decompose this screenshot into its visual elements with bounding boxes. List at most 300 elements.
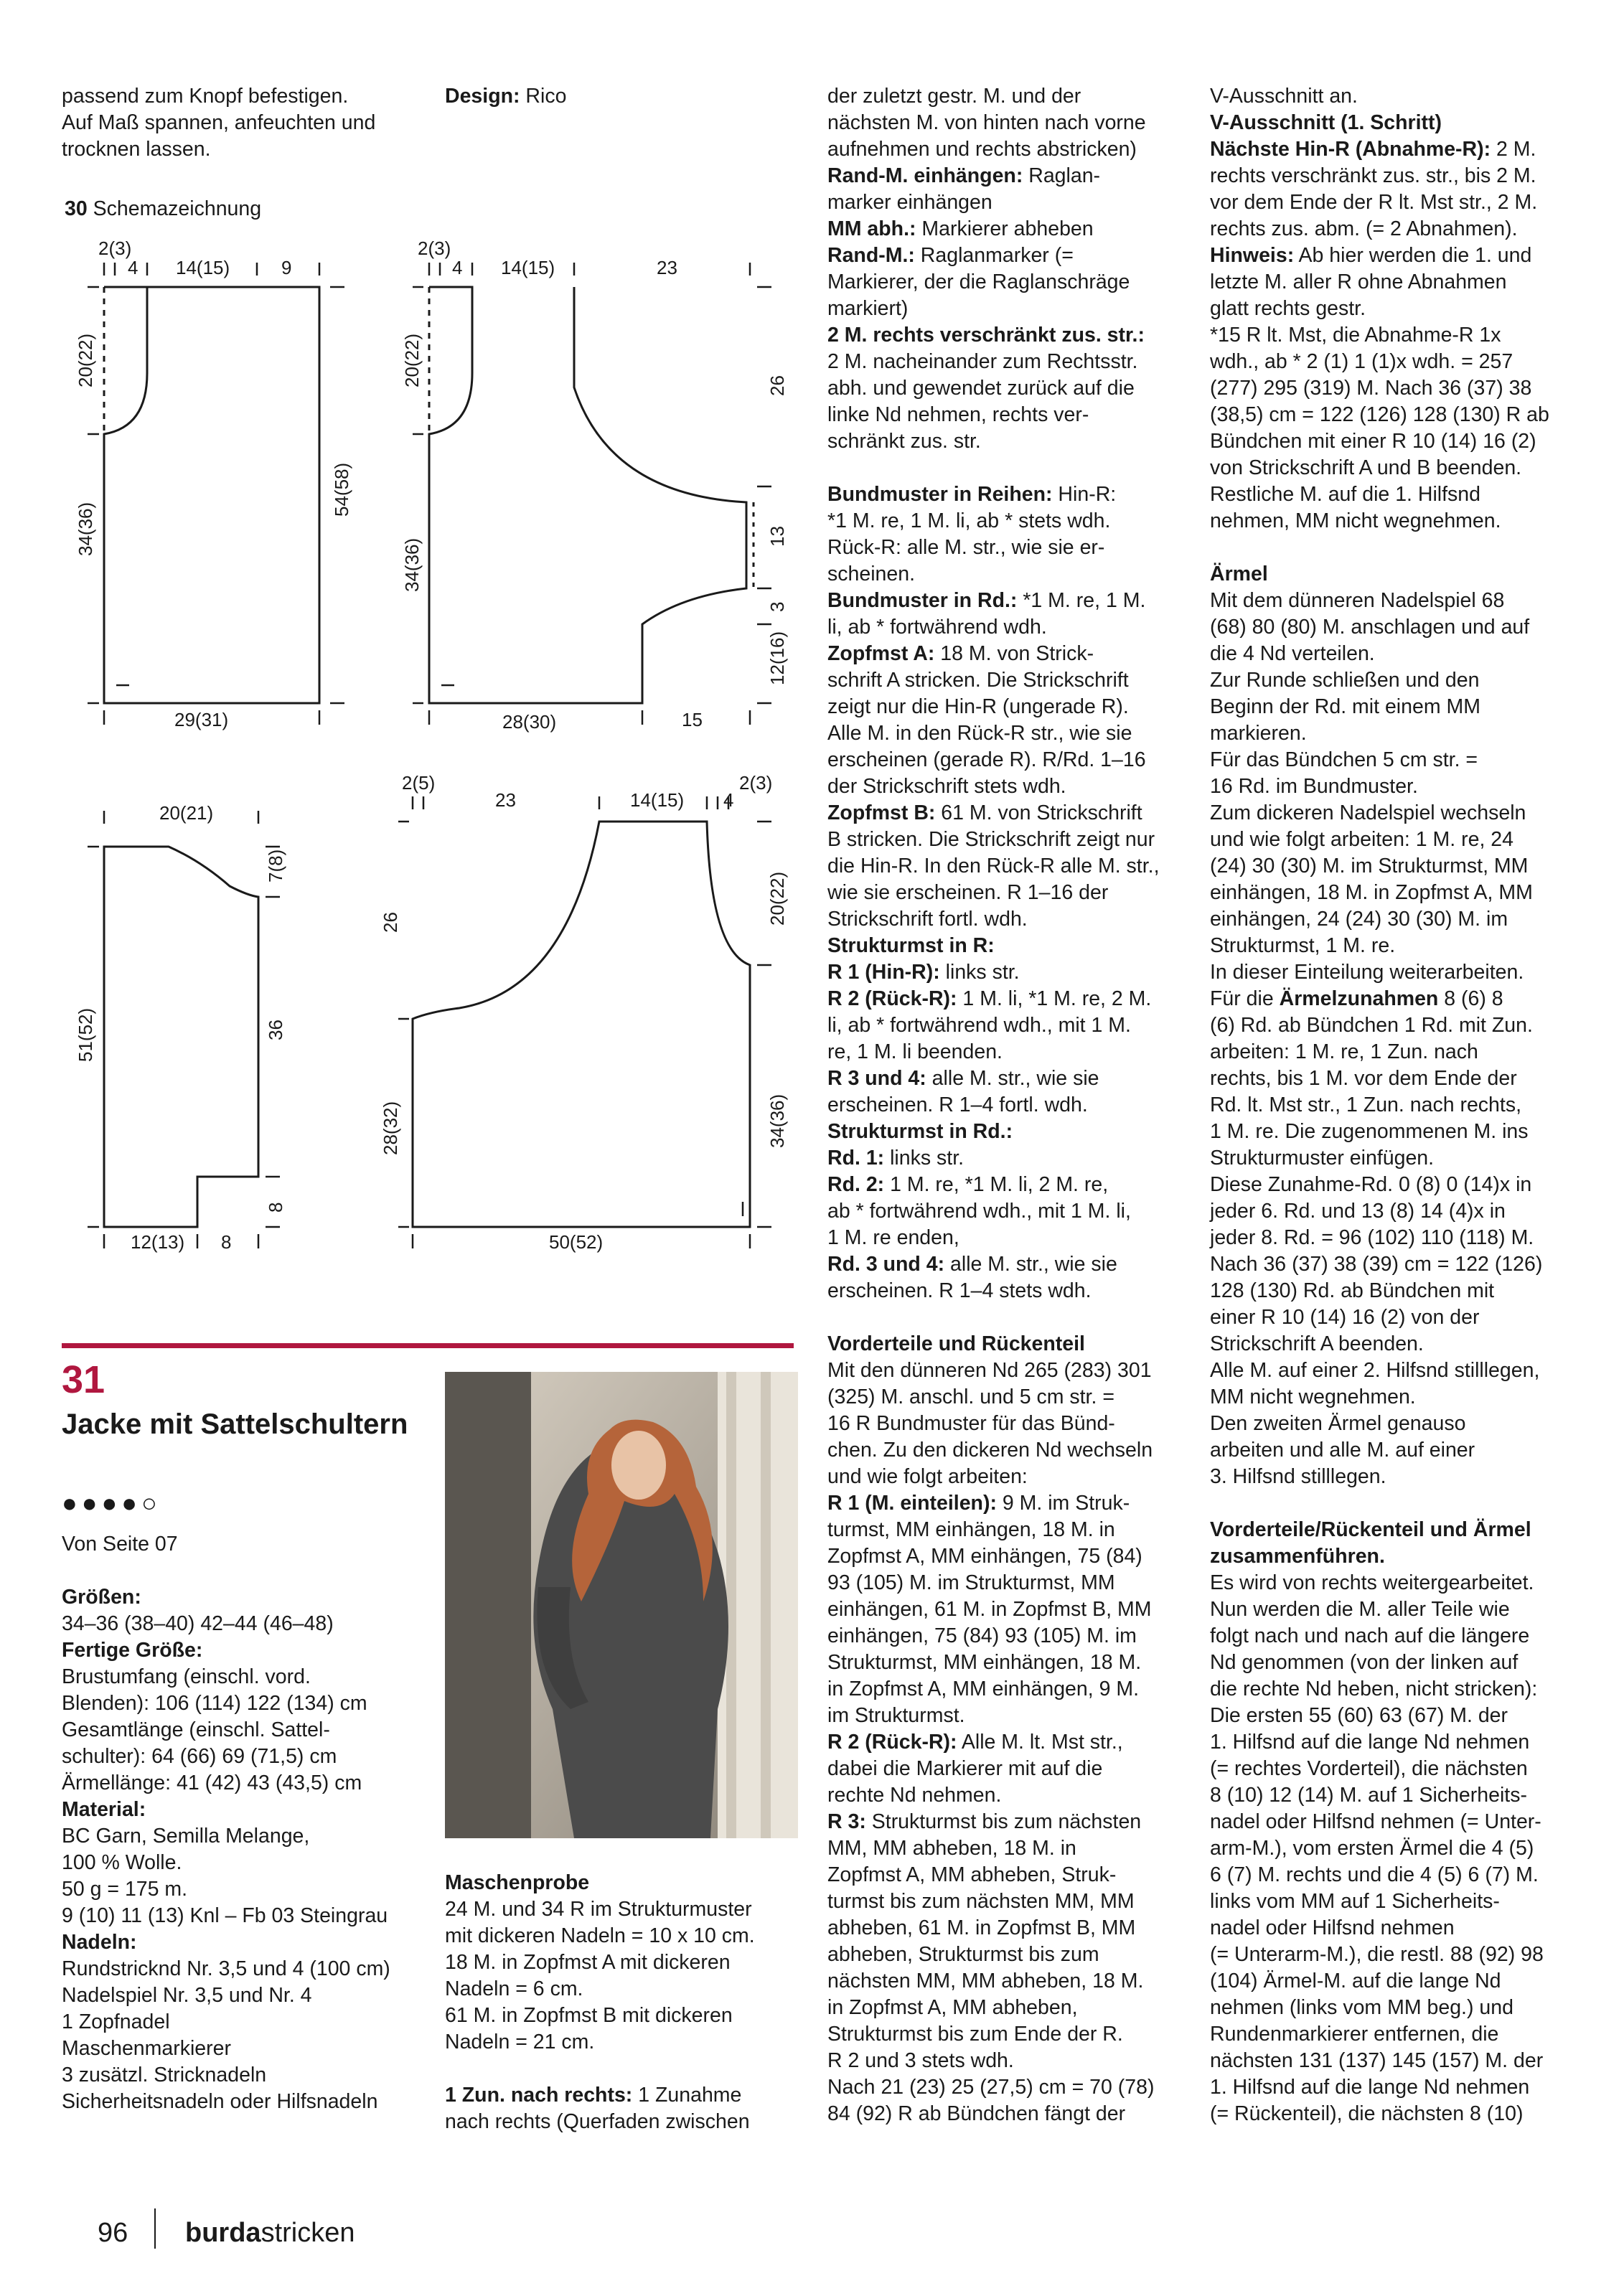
text-run: nach rechts (Querfaden zwischen <box>445 2110 750 2133</box>
text-line <box>1210 1065 1597 1092</box>
text-line <box>1210 906 1597 933</box>
text-run: einhängen, 24 (24) 30 (30) M. im <box>1210 908 1508 931</box>
text-run: Raglanmarker (= <box>914 244 1074 267</box>
text-line <box>827 1145 1201 1172</box>
text-run: jeder 8. Rd. = 96 (102) 110 (118) M. <box>1210 1226 1534 1249</box>
bold-run: zusammenführen. <box>1210 1545 1385 1568</box>
text-run: folgt nach und nach auf die längere <box>1210 1624 1530 1647</box>
text-line <box>827 1888 1201 1915</box>
text-line <box>445 2056 797 2082</box>
text-run: links vom MM auf 1 Sicherheits- <box>1210 1890 1500 1913</box>
text-line <box>1210 1039 1597 1065</box>
d4-label: 50(52) <box>549 1231 604 1253</box>
text-run: in Zopfmst A, MM einhängen, 9 M. <box>827 1678 1140 1700</box>
d3-label: 8 <box>265 1202 286 1213</box>
text-line <box>1210 1835 1597 1862</box>
text-line <box>1210 2021 1597 2048</box>
text-line <box>62 1558 435 1584</box>
text-run: 1 M. re, *1 M. li, 2 M. re, <box>884 1173 1109 1196</box>
item-title: Jacke mit Sattelschultern <box>62 1408 408 1440</box>
text-run: Zum dickeren Nadelspiel wechseln <box>1210 801 1526 824</box>
d2-label: 15 <box>682 709 703 730</box>
text-run: rechte Nd nehmen. <box>827 1784 1002 1807</box>
text-line <box>1210 1888 1597 1915</box>
text-run: Diese Zunahme-Rd. 0 (8) 0 (14)x in <box>1210 1173 1532 1196</box>
bold-run: Vorderteile und Rückenteil <box>827 1332 1085 1355</box>
text-line <box>1210 1411 1597 1437</box>
text-line <box>827 853 1201 880</box>
text-line <box>62 2036 435 2062</box>
text-run: BC Garn, Semilla Melange, <box>62 1825 310 1848</box>
d4-label: 34(36) <box>766 1093 788 1148</box>
text-line <box>1210 1331 1597 1358</box>
text-run: arbeiten und alle M. auf einer <box>1210 1439 1475 1462</box>
text-run: Nadeln = 6 cm. <box>445 1977 583 2000</box>
d1-outline <box>104 287 319 703</box>
text-run: (68) 80 (80) M. anschlagen und auf <box>1210 616 1530 639</box>
text-line <box>1210 1145 1597 1172</box>
text-run: alle M. str., wie sie <box>926 1067 1099 1090</box>
text-run: Alle M. in den Rück-R str., wie sie <box>827 722 1132 745</box>
text-run: arm-M.), vom ersten Ärmel die 4 (5) <box>1210 1837 1534 1860</box>
d1-label: 29(31) <box>174 709 229 730</box>
d3-label: 20(21) <box>159 802 214 824</box>
text-run: Sicherheitsnadeln oder Hilfsnadeln <box>62 2090 378 2113</box>
d2-label: 28(30) <box>502 711 557 733</box>
text-line <box>827 1543 1201 1570</box>
text-run: 16 R Bundmuster für das Bünd- <box>827 1412 1115 1435</box>
d4-outline <box>413 822 750 1227</box>
text-run: li, ab * fortwährend wdh. <box>827 616 1047 639</box>
text-run: (= rechtes Vorderteil), die nächsten <box>1210 1757 1528 1780</box>
text-line <box>1210 1729 1597 1756</box>
text-line <box>1210 2048 1597 2074</box>
text-line <box>827 800 1201 827</box>
text-run: In dieser Einteilung weiterarbeiten. <box>1210 961 1524 984</box>
schema-number: 30 <box>65 197 88 220</box>
text-line <box>827 906 1201 933</box>
text-line <box>1210 667 1597 694</box>
design-value: Rico <box>520 85 567 108</box>
text-run: Den zweiten Ärmel genauso <box>1210 1412 1466 1435</box>
text-run: *1 M. re, 1 M. li, ab * stets wdh. <box>827 509 1111 532</box>
text-line <box>1210 1490 1597 1517</box>
text-run: (277) 295 (319) M. Nach 36 (37) 38 <box>1210 377 1532 400</box>
text-line <box>827 1065 1201 1092</box>
text-run: (= Rückenteil), die nächsten 8 (10) <box>1210 2102 1524 2125</box>
text-run: 1 M. li, *1 M. re, 2 M. <box>957 987 1152 1010</box>
text-run: nächsten M. von hinten nach vorne <box>827 111 1146 134</box>
d2-label: 23 <box>657 257 677 278</box>
text-run: 50 g = 175 m. <box>62 1878 188 1901</box>
text-line <box>62 1876 435 1903</box>
text-line <box>62 1929 435 1956</box>
d2-label: 26 <box>766 375 788 396</box>
text-line <box>827 1623 1201 1650</box>
text-run: ab * fortwährend wdh., mit 1 M. li, <box>827 1200 1131 1223</box>
text-run: glatt rechts gestr. <box>1210 297 1366 320</box>
text-run: markiert) <box>827 297 909 320</box>
text-run: re, 1 M. li beenden. <box>827 1040 1003 1063</box>
text-line <box>62 1770 435 1797</box>
text-line <box>1210 1198 1597 1225</box>
text-line <box>1210 1650 1597 1676</box>
d2-label: 14(15) <box>501 257 555 278</box>
d4-label: 26 <box>380 912 401 933</box>
text-line <box>1210 402 1597 428</box>
text-line <box>1210 1437 1597 1464</box>
bold-run: R 3: <box>827 1810 866 1833</box>
d3-label: 7(8) <box>265 849 286 883</box>
text-line <box>62 1903 435 1929</box>
text-run: links str. <box>884 1147 964 1170</box>
text-line <box>827 1251 1201 1278</box>
text-line <box>827 535 1201 561</box>
text-run: (6) Rd. ab Bündchen 1 Rd. mit Zun. <box>1210 1014 1533 1037</box>
text-line <box>445 1896 797 1923</box>
text-run: rechts verschränkt zus. str., bis 2 M. <box>1210 164 1536 187</box>
text-run: erscheinen. R 1–4 stets wdh. <box>827 1279 1092 1302</box>
text-run: 61 M. von Strickschrift <box>935 801 1142 824</box>
text-run: 1 Zopfnadel <box>62 2010 170 2033</box>
bold-run: Rd. 1: <box>827 1147 885 1170</box>
text-run: (24) 30 (30) M. im Strukturmst, MM <box>1210 855 1529 878</box>
text-line <box>1210 1596 1597 1623</box>
text-run: Nach 21 (23) 25 (27,5) cm = 70 (78) <box>827 2076 1155 2099</box>
text-line <box>827 455 1201 481</box>
d2-label: 3 <box>766 601 788 612</box>
d2-label: 13 <box>766 526 788 547</box>
text-run: die rechte Nd heben, nicht stricken): <box>1210 1678 1538 1700</box>
text-line <box>1210 136 1597 163</box>
text-run: Ärmellänge: 41 (42) 43 (43,5) cm <box>62 1772 362 1794</box>
text-run: rechts, bis 1 M. vor dem Ende der <box>1210 1067 1517 1090</box>
brand-bold: burda <box>185 2218 261 2248</box>
schematic-drawing <box>0 0 797 1306</box>
text-line <box>827 561 1201 588</box>
text-run: (= Unterarm-M.), die restl. 88 (92) 98 <box>1210 1943 1544 1966</box>
text-run: 1 Zunahme <box>632 2084 742 2107</box>
text-run: Zopfmst A, MM einhängen, 75 (84) <box>827 1545 1142 1568</box>
bold-run: Vorderteile/Rückenteil und Ärmel <box>1210 1518 1531 1541</box>
text-line <box>1210 163 1597 189</box>
text-line <box>827 163 1201 189</box>
text-run: jeder 6. Rd. und 13 (8) 14 (4)x in <box>1210 1200 1506 1223</box>
text-line <box>62 1690 435 1717</box>
text-line <box>827 1278 1201 1304</box>
brand-rest: stricken <box>261 2218 355 2248</box>
text-line <box>827 614 1201 641</box>
text-line <box>827 402 1201 428</box>
text-line <box>445 2109 797 2135</box>
d2-label: 2(3) <box>418 237 451 259</box>
text-line <box>1210 508 1597 535</box>
bold-run: 1 Zun. nach rechts: <box>445 2084 633 2107</box>
text-line <box>445 1976 797 2003</box>
text-run: Alle M. auf einer 2. Hilfsnd stilllegen, <box>1210 1359 1540 1382</box>
text-run: turmst, MM einhängen, 18 M. in <box>827 1518 1115 1541</box>
text-run: der Strickschrift stets wdh. <box>827 775 1066 798</box>
text-run: 2 M. <box>1491 138 1536 161</box>
text-run: Raglan- <box>1023 164 1101 187</box>
text-line <box>1210 1517 1597 1543</box>
text-line <box>827 1915 1201 1942</box>
text-run: 1. Hilfsnd auf die lange Nd nehmen <box>1210 2076 1530 2099</box>
text-line <box>1210 1623 1597 1650</box>
text-line <box>445 2029 797 2056</box>
text-run: links str. <box>939 961 1020 984</box>
text-line <box>827 747 1201 773</box>
d4-label: 28(32) <box>380 1101 401 1155</box>
text-run: Nadelspiel Nr. 3,5 und Nr. 4 <box>62 1984 312 2007</box>
text-line <box>827 1331 1201 1358</box>
text-line <box>827 773 1201 800</box>
text-line <box>827 428 1201 455</box>
text-line <box>827 1358 1201 1384</box>
text-line <box>827 1225 1201 1251</box>
text-line <box>827 1092 1201 1119</box>
text-line <box>445 1870 797 1896</box>
text-run: Beginn der Rd. mit einem MM <box>1210 695 1480 718</box>
text-line <box>1210 2101 1597 2127</box>
col3-instructions <box>827 83 1201 2127</box>
text-run: nächsten MM, MM abheben, 18 M. <box>827 1970 1144 1992</box>
text-run: Von Seite 07 <box>62 1533 178 1556</box>
text-run: V-Ausschnitt an. <box>1210 85 1358 108</box>
text-line <box>1210 535 1597 561</box>
text-line <box>827 1411 1201 1437</box>
text-line <box>827 1490 1201 1517</box>
bold-run: MM abh.: <box>827 217 916 240</box>
bold-run: Rd. 2: <box>827 1173 885 1196</box>
bold-run: Strukturmst in Rd.: <box>827 1120 1013 1143</box>
text-run: Nach 36 (37) 38 (39) cm = 122 (126) <box>1210 1253 1543 1276</box>
text-line <box>1210 83 1597 110</box>
text-line <box>827 110 1201 136</box>
schema-text: Schemazeichnung <box>87 197 262 220</box>
d2-label: 34(36) <box>401 537 423 592</box>
text-run: abheben, Strukturmst bis zum <box>827 1943 1099 1966</box>
text-run: Mit dem dünneren Nadelspiel 68 <box>1210 589 1505 612</box>
text-line <box>827 2021 1201 2048</box>
text-line <box>827 1596 1201 1623</box>
text-run: Ab hier werden die 1. und <box>1294 244 1532 267</box>
bold-run: Bundmuster in Reihen: <box>827 483 1053 506</box>
text-run: 84 (92) R ab Bündchen fängt der <box>827 2102 1126 2125</box>
text-run: MM nicht wegnehmen. <box>1210 1385 1416 1408</box>
text-line <box>827 1650 1201 1676</box>
difficulty-rating: ●●●●○ <box>62 1488 161 1518</box>
text-line <box>1210 1995 1597 2021</box>
text-run: Strukturmst bis zum nächsten <box>865 1810 1142 1833</box>
text-line <box>827 1517 1201 1543</box>
text-run: 18 M. in Zopfmst A mit dickeren <box>445 1951 731 1974</box>
text-run: li, ab * fortwährend wdh., mit 1 M. <box>827 1014 1131 1037</box>
text-run: 61 M. in Zopfmst B mit dickeren <box>445 2004 733 2027</box>
d1-label: 54(58) <box>331 462 352 517</box>
bold-run: Fertige Größe: <box>62 1639 203 1662</box>
text-run: Für das Bündchen 5 cm str. = <box>1210 748 1478 771</box>
text-run: scheinen. <box>827 563 916 585</box>
text-line <box>1210 561 1597 588</box>
text-line <box>827 1729 1201 1756</box>
text-run: Markierer abheben <box>916 217 1094 240</box>
text-line <box>827 720 1201 747</box>
text-run: Alle M. lt. Mst str., <box>957 1731 1123 1754</box>
d4-label: 4 <box>723 789 734 811</box>
d3-outline <box>104 847 258 1227</box>
bold-run: R 1 (M. einteilen): <box>827 1492 997 1515</box>
bold-run: R 3 und 4: <box>827 1067 926 1090</box>
text-line <box>445 1949 797 1976</box>
text-line <box>827 189 1201 216</box>
text-line <box>1210 1676 1597 1703</box>
text-line <box>827 694 1201 720</box>
text-line <box>1210 1809 1597 1835</box>
text-line <box>1210 1092 1597 1119</box>
text-line <box>827 508 1201 535</box>
text-run: (104) Ärmel-M. auf die lange Nd <box>1210 1970 1501 1992</box>
bold-run: Zopfmst B: <box>827 801 936 824</box>
text-run: MM, MM abheben, 18 M. in <box>827 1837 1076 1860</box>
brand-name <box>185 2217 355 2249</box>
text-line <box>62 1637 435 1664</box>
text-line <box>827 136 1201 163</box>
text-run: R 2 und 3 stets wdh. <box>827 2049 1014 2072</box>
text-run: Mit den dünneren Nd 265 (283) 301 <box>827 1359 1152 1382</box>
text-run: nadel oder Hilfsnd nehmen <box>1210 1916 1455 1939</box>
text-line <box>445 1923 797 1949</box>
text-line <box>62 1956 435 1982</box>
text-line <box>1210 322 1597 349</box>
text-line <box>1210 1915 1597 1942</box>
text-line <box>827 1809 1201 1835</box>
text-run: Strukturmuster einfügen. <box>1210 1147 1435 1170</box>
text-line <box>1210 1225 1597 1251</box>
bold-run: Bundmuster in Rd.: <box>827 589 1018 612</box>
d1-label: 20(22) <box>75 333 96 387</box>
text-run: von Strickschrift A und B beenden. <box>1210 456 1522 479</box>
text-line <box>62 1982 435 2009</box>
text-line <box>827 827 1201 853</box>
text-line <box>1210 880 1597 906</box>
text-run: dabei die Markierer mit auf die <box>827 1757 1103 1780</box>
text-line <box>827 269 1201 296</box>
d3-label: 12(13) <box>131 1231 185 1253</box>
text-line <box>827 322 1201 349</box>
text-line <box>827 2074 1201 2101</box>
text-run: zeigt nur die Hin-R (ungerade R). <box>827 695 1129 718</box>
text-run: nehmen (links vom MM beg.) und <box>1210 1996 1513 2019</box>
text-line <box>827 1782 1201 1809</box>
d3-label: 8 <box>221 1231 232 1253</box>
text-line <box>827 1437 1201 1464</box>
text-line <box>62 1823 435 1850</box>
text-line <box>1210 1703 1597 1729</box>
text-run: 1. Hilfsnd auf die lange Nd nehmen <box>1210 1731 1530 1754</box>
text-run: Für die <box>1210 987 1280 1010</box>
text-run: marker einhängen <box>827 191 992 214</box>
text-run: 128 (130) Rd. ab Bündchen mit <box>1210 1279 1495 1302</box>
model-photo <box>445 1372 798 1838</box>
d2-label: 12(16) <box>766 631 788 685</box>
text-run: (325) M. anschl. und 5 cm str. = <box>827 1385 1114 1408</box>
footer-divider <box>154 2208 156 2249</box>
text-line <box>827 1968 1201 1995</box>
text-line <box>827 880 1201 906</box>
d1-label: 9 <box>281 257 292 278</box>
text-run: Blenden): 106 (114) 122 (134) cm <box>62 1692 367 1715</box>
text-run: alle M. str., wie sie <box>944 1253 1117 1276</box>
col1-details <box>62 1531 435 2115</box>
text-run: Rd. lt. Mst str., 1 Zun. nach rechts, <box>1210 1093 1521 1116</box>
text-line <box>62 2009 435 2036</box>
bold-run: R 2 (Rück-R): <box>827 1731 957 1754</box>
text-run: Zopfmst A, MM abheben, Struk- <box>827 1863 1117 1886</box>
text-run: die 4 Nd verteilen. <box>1210 642 1375 665</box>
text-run: 18 M. von Strick- <box>934 642 1094 665</box>
text-line <box>827 481 1201 508</box>
text-line <box>1210 773 1597 800</box>
text-run: 100 % Wolle. <box>62 1851 182 1874</box>
text-run: Rundenmarkierer entfernen, die <box>1210 2023 1499 2046</box>
text-line <box>62 1717 435 1744</box>
text-line <box>1210 110 1597 136</box>
text-run: B stricken. Die Strickschrift zeigt nur <box>827 828 1155 851</box>
text-run: erscheinen (gerade R). R/Rd. 1–16 <box>827 748 1146 771</box>
text-line <box>827 296 1201 322</box>
text-run: nadel oder Hilfsnd nehmen (= Unter- <box>1210 1810 1541 1833</box>
text-line <box>1210 1862 1597 1888</box>
text-run: (38,5) cm = 122 (126) 128 (130) R ab <box>1210 403 1549 426</box>
page-number: 96 <box>98 2218 128 2248</box>
d1-label: 14(15) <box>176 257 230 278</box>
text-run: Bündchen mit einer R 10 (14) 16 (2) <box>1210 430 1536 453</box>
text-run: nehmen, MM nicht wegnehmen. <box>1210 509 1501 532</box>
text-line <box>827 667 1201 694</box>
text-run: turmst bis zum nächsten MM, MM <box>827 1890 1135 1913</box>
bold-run: Rand-M.: <box>827 244 915 267</box>
text-run: vor dem Ende der R lt. Mst str., 2 M. <box>1210 191 1538 214</box>
text-line <box>1210 189 1597 216</box>
bold-run: Rd. 3 und 4: <box>827 1253 945 1276</box>
text-line <box>62 2062 435 2089</box>
text-line <box>1210 1384 1597 1411</box>
text-run: der zuletzt gestr. M. und der <box>827 85 1081 108</box>
text-run: arbeiten: 1 M. re, 1 Zun. nach <box>1210 1040 1478 1063</box>
text-line <box>827 933 1201 959</box>
text-run: und wie folgt arbeiten: <box>827 1465 1028 1488</box>
text-line <box>1210 1012 1597 1039</box>
text-run: Markierer, der die Raglanschräge <box>827 270 1130 293</box>
text-line: Auf Maß spannen, anfeuchten und <box>62 111 376 134</box>
text-run: *15 R lt. Mst, die Abnahme-R 1x <box>1210 324 1501 347</box>
text-line <box>827 216 1201 243</box>
text-run: 9 (10) 11 (13) Knl – Fb 03 Steingrau <box>62 1904 388 1927</box>
d2-label: 4 <box>452 257 463 278</box>
text-run: 6 (7) M. rechts und die 4 (5) 6 (7) M. <box>1210 1863 1539 1886</box>
text-run: einhängen, 18 M. in Zopfmst A, MM <box>1210 881 1533 904</box>
text-line <box>445 2082 797 2109</box>
text-line <box>827 1942 1201 1968</box>
text-run: Nun werden die M. aller Teile wie <box>1210 1598 1510 1621</box>
text-line <box>1210 1172 1597 1198</box>
text-line <box>1210 986 1597 1012</box>
text-line <box>1210 933 1597 959</box>
text-line <box>1210 216 1597 243</box>
text-run: 8 (10) 12 (14) M. auf 1 Sicherheits- <box>1210 1784 1527 1807</box>
text-line <box>827 1464 1201 1490</box>
